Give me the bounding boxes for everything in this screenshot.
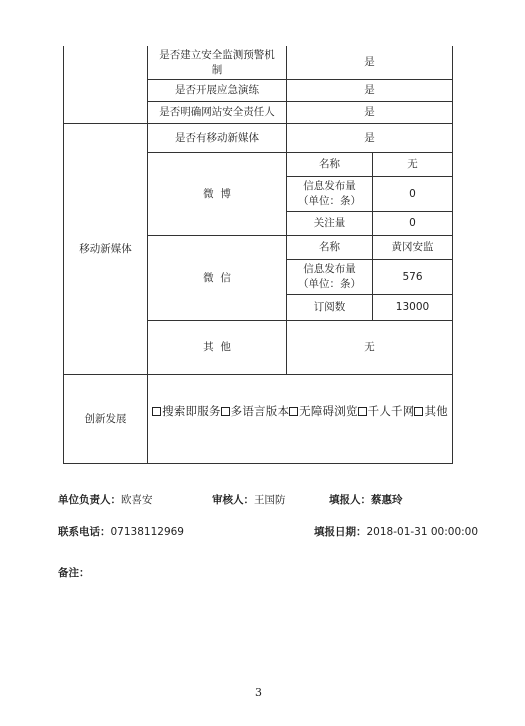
wechat-subs-value: 13000 bbox=[395, 301, 430, 313]
weibo-name-label: 名称 bbox=[319, 158, 340, 170]
wechat-posts-label: 信息发布量 （单位：条） bbox=[298, 263, 361, 290]
mobile-media-header: 移动新媒体 bbox=[79, 242, 132, 255]
innovation-header: 创新发展 bbox=[84, 412, 127, 425]
wechat-name-value: 黄冈安监 bbox=[391, 241, 434, 253]
other-media-label: 其 他 bbox=[203, 341, 231, 353]
table-border-bottom bbox=[63, 463, 453, 464]
reviewer: 审核人：王国防 bbox=[212, 494, 286, 506]
wechat-subs-label: 订阅数 bbox=[313, 301, 346, 313]
drill-value: 是 bbox=[364, 84, 375, 96]
weibo-label: 微 博 bbox=[203, 187, 231, 200]
weibo-posts-value: 0 bbox=[409, 187, 416, 200]
checkbox-search-service[interactable]: 搜索即服务 bbox=[152, 404, 221, 419]
wechat-posts-value: 576 bbox=[402, 270, 423, 283]
checkbox-multilingual[interactable]: 多语言版本 bbox=[221, 404, 290, 419]
innovation-options bbox=[148, 375, 452, 447]
contact-phone: 联系电话：07138112969 bbox=[58, 526, 184, 538]
weibo-followers-value: 0 bbox=[409, 217, 416, 229]
checkbox-accessibility[interactable]: 无障碍浏览 bbox=[289, 404, 358, 419]
checkbox-other[interactable]: 其他 bbox=[414, 404, 447, 419]
notes: 备注： bbox=[58, 567, 90, 579]
weibo-name-value: 无 bbox=[407, 158, 418, 170]
security-owner-label: 是否明确网站安全责任人 bbox=[159, 106, 275, 118]
filler: 填报人：蔡惠玲 bbox=[329, 494, 403, 506]
unit-head: 单位负责人：欧喜安 bbox=[58, 494, 153, 506]
page-number: 3 bbox=[255, 686, 262, 699]
monitoring-value: 是 bbox=[364, 56, 375, 68]
weibo-followers-label: 关注量 bbox=[313, 217, 346, 229]
has-mobile-label: 是否有移动新媒体 bbox=[175, 131, 259, 144]
wechat-name-label: 名称 bbox=[319, 241, 340, 253]
drill-label: 是否开展应急演练 bbox=[175, 84, 259, 96]
report-date: 填报日期：2018-01-31 00:00:00 bbox=[314, 526, 479, 538]
monitoring-label: 是否建立安全监测预警机制 bbox=[159, 48, 275, 76]
wechat-label: 微 信 bbox=[203, 271, 231, 284]
weibo-posts-label: 信息发布量 （单位：条） bbox=[298, 180, 361, 207]
other-media-value: 无 bbox=[364, 341, 375, 353]
has-mobile-value: 是 bbox=[364, 131, 375, 144]
security-owner-value: 是 bbox=[364, 106, 375, 118]
table-border-right bbox=[452, 46, 453, 464]
checkbox-personalized[interactable]: 千人千网 bbox=[358, 404, 415, 419]
